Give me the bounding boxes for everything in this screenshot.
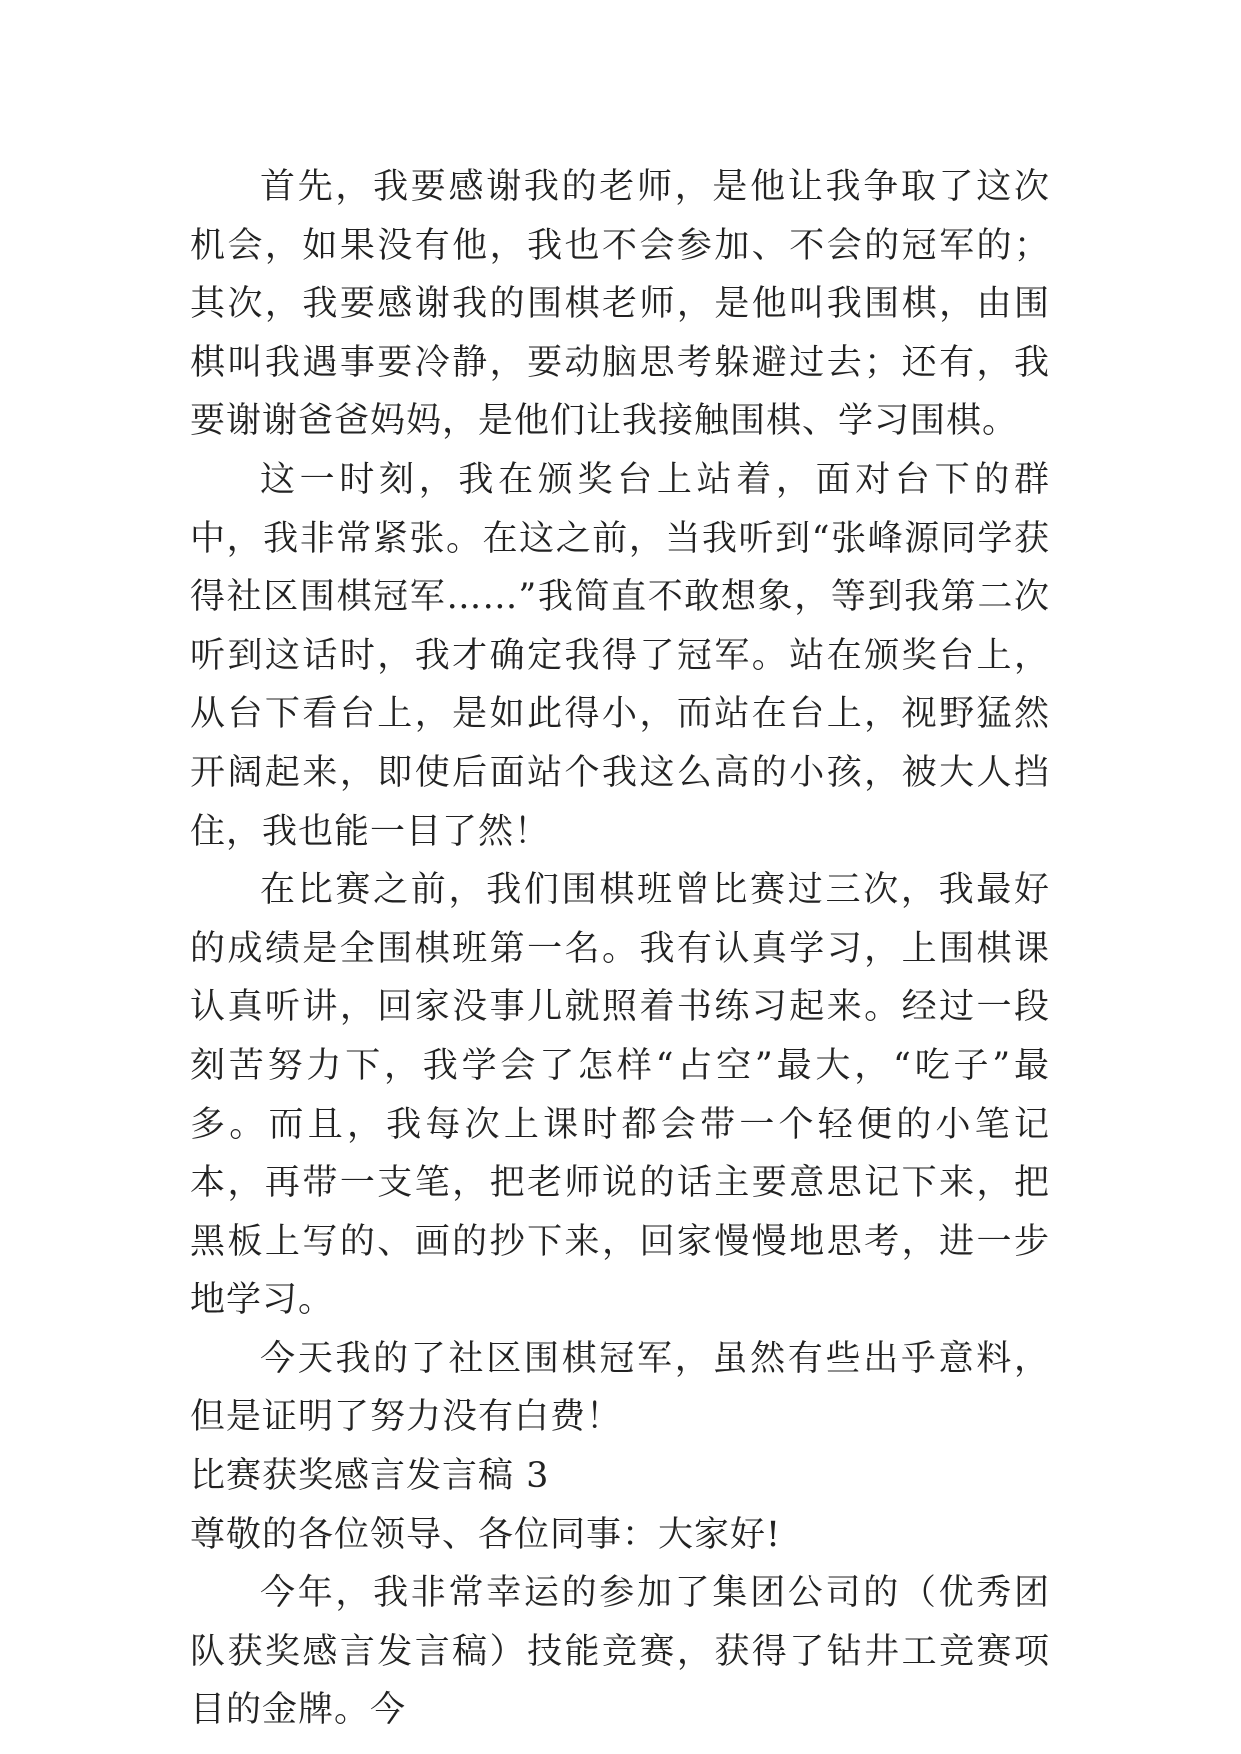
document-body xyxy=(190,158,1050,1740)
greeting-line: 尊敬的各位领导、各位同事：大家好! xyxy=(190,1514,782,1555)
paragraph-thanks: 首先，我要感谢我的老师，是他让我争取了这次机会，如果没有他，我也不会参加、不会的冠军的；其次，我要感谢我的围棋老师，是他叫我围棋，由围棋叫我遇事要冷静，要动脑思考躲避过去；还有，我要谢谢爸爸妈妈，是他们让我接触围棋、学习围棋。 xyxy=(190,167,1050,442)
paragraph-before-contest: 在比赛之前，我们围棋班曾比赛过三次，我最好的成绩是全围棋班第一名。我有认真学习，上围棋课认真听讲，回家没事儿就照着书练习起来。经过一段刻苦努力下，我学会了怎样“占空”最大，“吃子”最多。而且，我每次上课时都会带一个轻便的小笔记本，再带一支笔，把老师说的话主要意思记下来，把黑板上写的、画的抄下来，回家慢慢地思考，进一步地学习。 xyxy=(190,870,1050,1321)
paragraph-award-moment: 这一时刻，我在颁奖台上站着，面对台下的群中，我非常紧张。在这之前，当我听到“张峰源同学获得社区围棋冠军……”我简直不敢想象，等到我第二次听到这话时，我才确定我得了冠军。站在颁奖台上，从台下看台上，是如此得小，而站在台上，视野猛然开阔起来，即使后面站个我这么高的小孩，被大人挡住，我也能一目了然！ xyxy=(190,459,1050,852)
paragraph-conclusion: 今天我的了社区围棋冠军，虽然有些出乎意料，但是证明了努力没有白费！ xyxy=(190,1338,1050,1438)
section-title: 比赛获奖感言发言稿 3 xyxy=(190,1456,550,1497)
paragraph-next-speech: 今年，我非常幸运的参加了集团公司的（优秀团队获奖感言发言稿）技能竞赛，获得了钻井工竞赛项目的金牌。今 xyxy=(190,1573,1050,1731)
